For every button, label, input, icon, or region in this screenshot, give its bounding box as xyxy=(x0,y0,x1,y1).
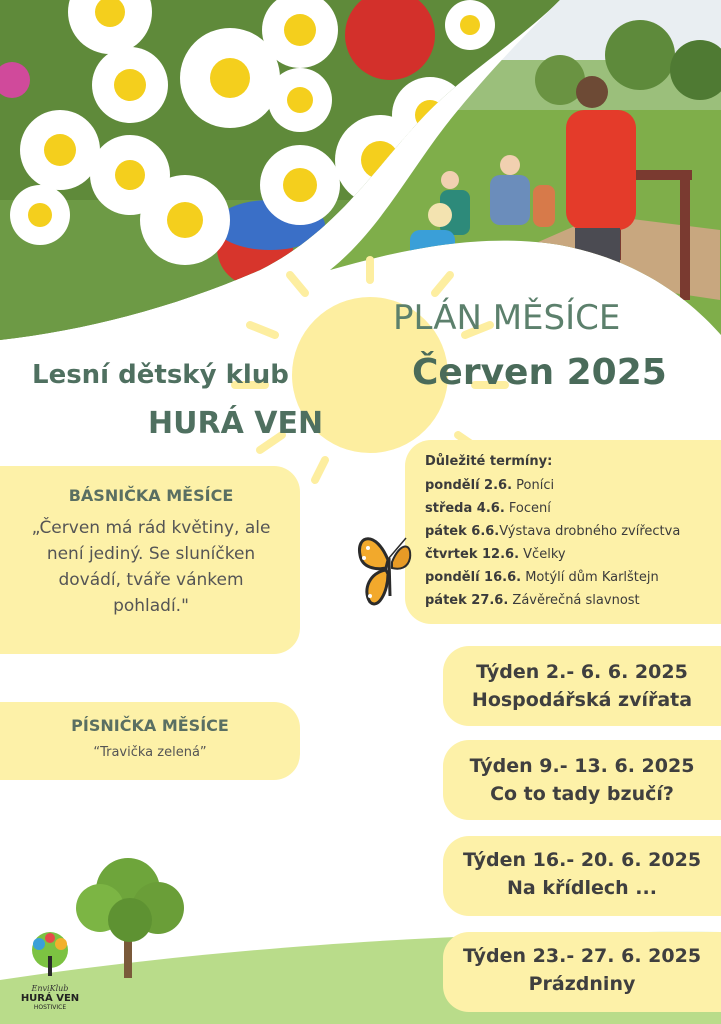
poem-title: BÁSNIČKA MĚSÍCE xyxy=(68,486,234,505)
week-theme: Hospodářská zvířata xyxy=(471,689,693,711)
poem-card xyxy=(0,466,300,654)
week-card xyxy=(443,932,721,1012)
term-row: čtvrtek 12.6. Včelky xyxy=(425,547,566,562)
song-title: PÍSNIČKA MĚSÍCE xyxy=(71,716,229,735)
song-text: “Travička zelená” xyxy=(93,745,207,760)
week-theme: Na křídlech ... xyxy=(507,877,657,899)
week-dates: Týden 23.- 27. 6. 2025 xyxy=(462,945,702,967)
terms-title: Důležité termíny: xyxy=(425,454,553,469)
butterfly-icon xyxy=(356,530,418,610)
song-card xyxy=(0,702,300,780)
week-theme: Prázdniny xyxy=(528,973,636,995)
club-logo xyxy=(18,930,82,1011)
logo-script: EnviKlub xyxy=(31,984,69,993)
term-row: pátek 27.6. Závěrečná slavnost xyxy=(425,593,640,608)
logo-tree-icon xyxy=(25,930,75,980)
week-card xyxy=(443,646,721,726)
plan-heading: PLÁN MĚSÍCE xyxy=(393,298,621,338)
logo-name: HURÁ VEN xyxy=(20,993,80,1004)
club-name-line2: HURÁ VEN xyxy=(148,406,324,441)
week-dates: Týden 16.- 20. 6. 2025 xyxy=(462,849,702,871)
term-row: pondělí 2.6. Poníci xyxy=(425,478,555,493)
term-row: pátek 6.6.Výstava drobného zvířectva xyxy=(425,524,681,539)
terms-card xyxy=(405,440,721,624)
club-name-line1: Lesní dětský klub xyxy=(32,360,289,390)
week-dates: Týden 9.- 13. 6. 2025 xyxy=(469,755,695,777)
poem-text: „Červen má rád květiny, ale není jediný. Se sluníčken dovádí, tváře vánkem pohladí." xyxy=(31,518,271,616)
plan-month: Červen 2025 xyxy=(412,352,667,393)
week-theme: Co to tady bzučí? xyxy=(490,783,674,805)
week-card xyxy=(443,740,721,820)
week-dates: Týden 2.- 6. 6. 2025 xyxy=(476,661,688,683)
term-row: středa 4.6. Focení xyxy=(425,501,551,516)
logo-place: HOSTIVICE xyxy=(33,1004,67,1011)
week-card xyxy=(443,836,721,916)
term-row: pondělí 16.6. Motýlí dům Karlštejn xyxy=(425,570,659,585)
